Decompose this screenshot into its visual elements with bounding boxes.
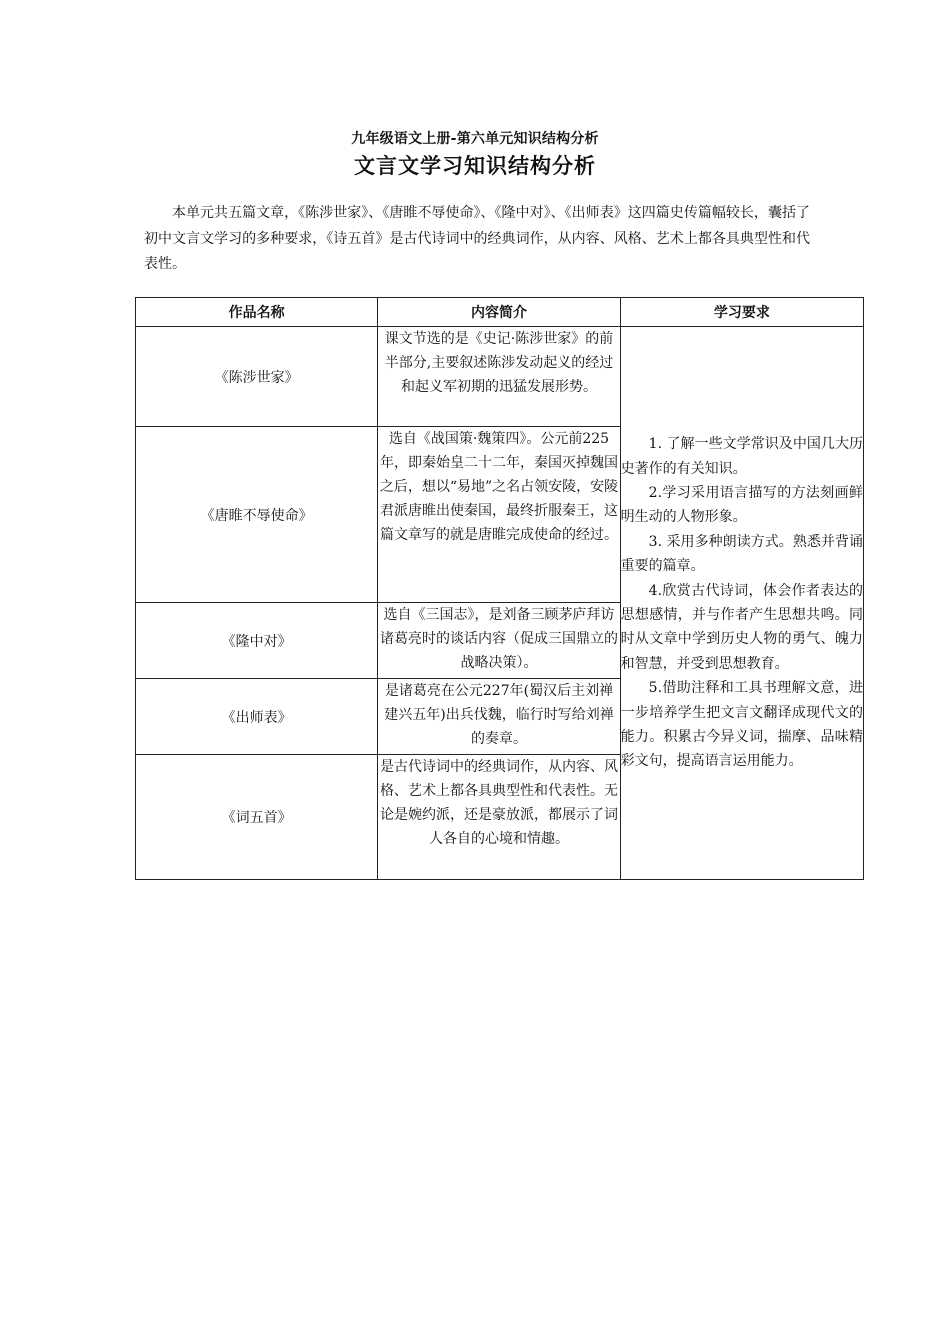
- requirement-item: 4.欣赏古代诗词，体会作者表达的思想感情，并与作者产生思想共鸣。同时从文章中学到历史人物的勇气、魄力和智慧，并受到思想教育。: [620, 582, 863, 672]
- summary-cell: 是古代诗词中的经典词作，从内容、风格、艺术上都各具典型性和代表性。无论是婉约派，还是豪放派，都展示了词人各自的心境和情趣。: [378, 755, 620, 880]
- column-header-work-name: 作品名称: [136, 298, 378, 327]
- work-name-cell: 《隆中对》: [136, 603, 378, 679]
- summary-cell: 课文节选的是《史记·陈涉世家》的前半部分,主要叙述陈涉发动起义的经过和起义军初期的迅猛发展形势。: [378, 327, 620, 427]
- column-header-summary: 内容简介: [378, 298, 620, 327]
- requirement-item: 3. 采用多种朗读方式。熟悉并背诵重要的篇章。: [620, 533, 863, 575]
- table-header-row: [136, 298, 864, 327]
- work-name-cell: 《唐睢不辱使命》: [136, 427, 378, 603]
- requirement-item: 5.借助注释和工具书理解文意，进一步培养学生把文言文翻译成现代文的能力。积累古今异义词，揣摩、品味精彩文句，提高语言运用能力。: [620, 680, 863, 770]
- summary-cell: 是诸葛亮在公元227年(蜀汉后主刘禅建兴五年)出兵伐魏，临行时写给刘禅的奏章。: [378, 679, 620, 755]
- work-name-cell: 《词五首》: [136, 755, 378, 880]
- requirement-item: 1. 了解一些文学常识及中国几大历史著作的有关知识。: [620, 436, 863, 477]
- structure-table: [135, 297, 864, 880]
- column-header-requirements: 学习要求: [620, 298, 863, 327]
- summary-cell: 选自《三国志》，是刘备三顾茅庐拜访诸葛亮时的谈话内容（促成三国鼎立的战略决策）。: [378, 603, 620, 679]
- work-name-cell: 《出师表》: [136, 679, 378, 755]
- intro-paragraph: 本单元共五篇文章，《陈涉世家》、《唐睢不辱使命》、《隆中对》、《出师表》这四篇史传篇幅较长，囊括了初中文言文学习的多种要求，《诗五首》是古代诗词中的经典词作，从内容、风格、艺术上都各具典型性和代表性。: [144, 205, 810, 272]
- table-row: [136, 327, 864, 427]
- document-subtitle: 九年级语文上册-第六单元知识结构分析: [351, 131, 599, 147]
- requirements-cell: [620, 327, 863, 880]
- document-title: 文言文学习知识结构分析: [354, 154, 596, 178]
- summary-cell: 选自《战国策·魏策四》。公元前225年，即秦始皇二十二年，秦国灭掉魏国之后，想以“易地”之名占领安陵，安陵君派唐睢出使秦国，最终折服秦王，这篇文章写的就是唐睢完成使命的经过。: [378, 427, 620, 603]
- requirement-item: 2.学习采用语言描写的方法刻画鲜明生动的人物形象。: [620, 484, 863, 526]
- work-name-cell: 《陈涉世家》: [136, 327, 378, 427]
